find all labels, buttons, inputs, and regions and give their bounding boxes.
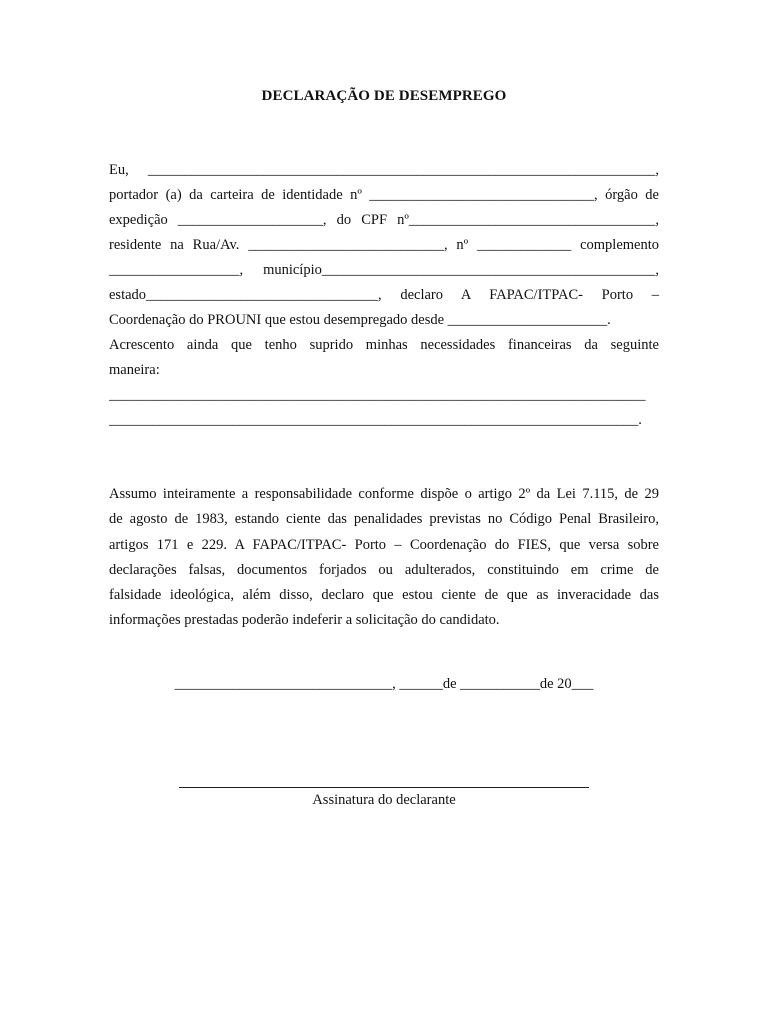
- form-line-municipality: __________________, município______________________________________________,: [109, 262, 659, 278]
- date-line: ______________________________, ______de ___________de 20___: [174, 676, 594, 692]
- paragraph-line-5: falsidade ideológica, além disso, declaro que estou ciente de que as inveracidade das: [109, 587, 659, 603]
- form-line-blank-2: _________________________________________________________________________.: [109, 412, 642, 428]
- signature-caption: Assinatura do declarante: [312, 792, 456, 808]
- form-line-manner-label: maneira:: [109, 362, 160, 378]
- paragraph-line-3: artigos 171 e 229. A FAPAC/ITPAC- Porto – Coordenação do FIES, que versa sobre: [109, 537, 659, 553]
- signature-line: [179, 787, 589, 788]
- paragraph-line-1: Assumo inteiramente a responsabilidade conforme dispõe o artigo 2º da Lei 7.115, de 29: [109, 486, 659, 502]
- form-line-address: residente na Rua/Av. ___________________________, nº _____________ complemento: [109, 237, 659, 253]
- document-title: DECLARAÇÃO DE DESEMPREGO: [261, 88, 507, 104]
- paragraph-line-2: de agosto de 1983, estando ciente das penalidades previstas no Código Penal Brasileiro,: [109, 511, 659, 527]
- form-line-financial-intro: Acrescento ainda que tenho suprido minhas necessidades financeiras da seguinte: [109, 337, 659, 353]
- form-line-blank-1: __________________________________________________________________________: [109, 387, 646, 403]
- form-line-unemployed-since: Coordenação do PROUNI que estou desempregado desde ______________________.: [109, 312, 611, 328]
- paragraph-line-4: declarações falsas, documentos forjados ou adulterados, constituindo em crime de: [109, 562, 659, 578]
- form-line-cpf: expedição ____________________, do CPF nº__________________________________,: [109, 212, 659, 228]
- paragraph-line-6: informações prestadas poderão indeferir a solicitação do candidato.: [109, 612, 500, 628]
- form-line-identity: portador (a) da carteira de identidade nº _______________________________, órgão de: [109, 187, 659, 203]
- form-line-name: Eu, ______________________________________________________________________,: [109, 162, 659, 178]
- form-line-state: estado________________________________, declaro A FAPAC/ITPAC- Porto –: [109, 287, 659, 303]
